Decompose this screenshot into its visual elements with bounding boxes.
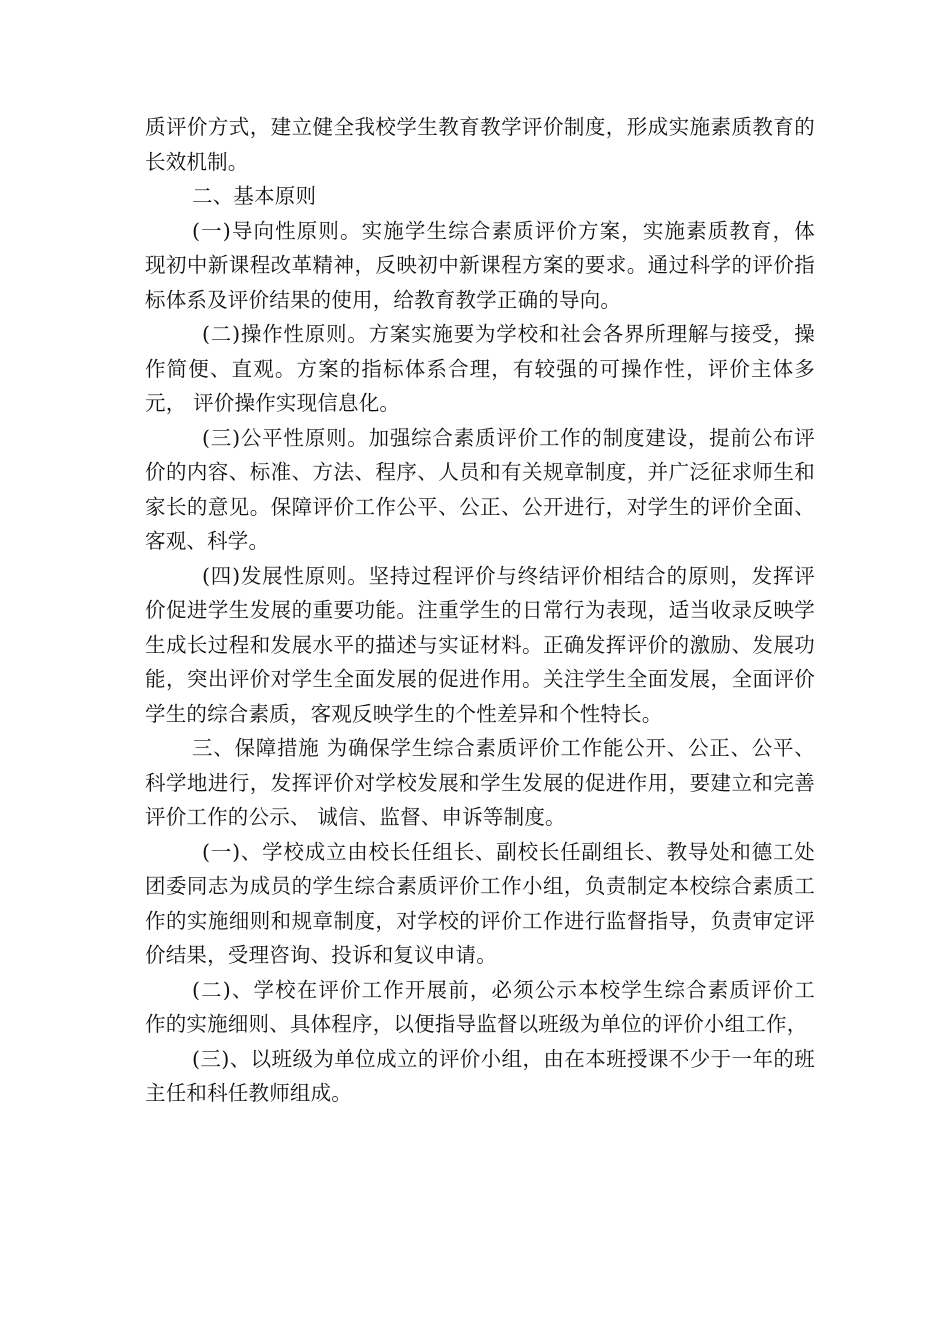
principle-fairness-paragraph: (三)公平性原则。加强综合素质评价工作的制度建设，提前公布评 价的内容、标准、方法、程序、人员和有关规章制度，并广泛征求师生和家长的意见。保障评价工作公平、公正、公开进行，对学生的评价全面、 客观、科学。 (145, 425, 815, 553)
section-guarantee-measures-paragraph: 三、保障措施 为确保学生综合素质评价工作能公开、公正、公平、科学地进行，发挥评价对学校发展和学生发展的促进作用，要建立和完善评价工作的公示、 诚信、监督、申诉等制度。 (145, 736, 815, 829)
measure-3-paragraph: (三)、以班级为单位成立的评价小组，由在本班授课不少于一年的班主任和科任教师组成。 (145, 1046, 815, 1105)
measure-1-paragraph: (一)、学校成立由校长任组长、副校长任副组长、教导处和德工处 团委同志为成员的学生综合素质评价工作小组，负责制定本校综合素质工 作的实施细则和规章制度，对学校的评价工作进行监督指导，负责审定评价结果，受理咨询、投诉和复议申请。 (145, 839, 815, 967)
intro-continuation-paragraph: 质评价方式，建立健全我校学生教育教学评价制度，形成实施素质教育的长效机制。 (145, 115, 815, 174)
principle-development-paragraph: (四)发展性原则。坚持过程评价与终结评价相结合的原则，发挥评 价促进学生发展的重要功能。注重学生的日常行为表现，适当收录反映学 生成长过程和发展水平的描述与实证材料。正确发挥评价的激励、发展功能，突出评价对学生全面发展的促进作用。关注学生全面发展，全面评价学生的综合素质，客观反映学生的个性差异和个性特长。 (145, 563, 815, 726)
principle-operability-paragraph: (二)操作性原则。方案实施要为学校和社会各界所理解与接受，操 作简便、直观。方案的指标体系合理，有较强的可操作性，评价主体多元， 评价操作实现信息化。 (145, 322, 815, 415)
principle-guidance-paragraph: (一)导向性原则。实施学生综合素质评价方案，实施素质教育，体 现初中新课程改革精神，反映初中新课程方案的要求。通过科学的评价指 标体系及评价结果的使用，给教育教学正确的导向。 (145, 218, 815, 312)
measure-2-paragraph: (二)、学校在评价工作开展前，必须公示本校学生综合素质评价工 作的实施细则、具体程序，以便指导监督以班级为单位的评价小组工作， (145, 977, 815, 1036)
document-body (145, 110, 815, 1111)
section-heading-basic-principles: 二、基本原则 (192, 184, 317, 208)
